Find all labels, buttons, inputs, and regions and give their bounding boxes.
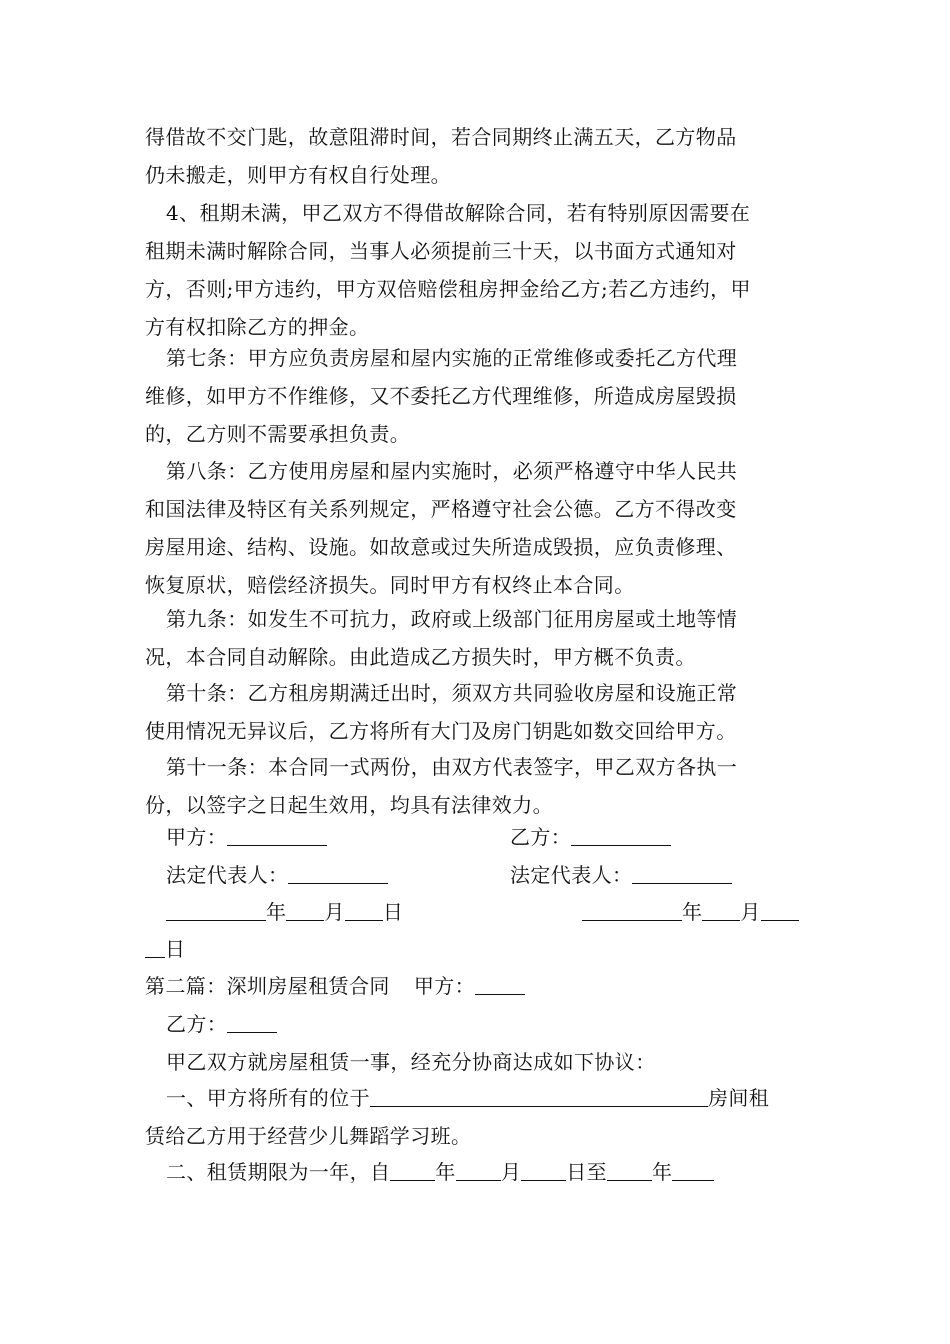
legal-rep-b xyxy=(510,860,810,890)
month-label: 月 xyxy=(324,900,345,924)
part2-intro: 甲乙双方就房屋租赁一事，经充分协商达成如下协议： xyxy=(166,1050,656,1074)
article-7: 第七条：甲方应负责房屋和屋内实施的正常维修或委托乙方代理 xyxy=(166,346,738,370)
month-blank[interactable] xyxy=(702,900,740,921)
month-label: 月 xyxy=(740,900,761,924)
end-year-blank[interactable] xyxy=(607,1160,652,1181)
year-label: 年 xyxy=(652,1160,673,1184)
part2-heading-line xyxy=(145,971,815,1001)
year-label: 年 xyxy=(682,900,703,924)
part2-item-2 xyxy=(166,1157,836,1187)
part2-item-1-cont: 赁给乙方用于经营少儿舞蹈学习班。 xyxy=(145,1124,472,1148)
year-blank[interactable] xyxy=(582,900,682,921)
text-line: 份，以签字之日起生效用，均具有法律效力。 xyxy=(145,793,553,817)
item1-end: 房间租 xyxy=(708,1086,770,1110)
legal-rep-a-blank[interactable] xyxy=(288,863,388,884)
text-line: 租期未满时解除合同，当事人必须提前三十天，以书面方式通知对 xyxy=(145,239,737,263)
legal-rep-a-label: 法定代表人： xyxy=(166,863,289,887)
text-line: 况，本合同自动解除。由此造成乙方损失时，甲方概不负责。 xyxy=(145,645,696,669)
item2-start: 二、租赁期限为一年，自 xyxy=(166,1160,391,1184)
legal-rep-b-label: 法定代表人： xyxy=(510,863,633,887)
text-line: 仍未搬走，则甲方有权自行处理。 xyxy=(145,163,451,187)
text-line: 恢复原状，赔偿经济损失。同时甲方有权终止本合同。 xyxy=(145,573,635,597)
text-line: 使用情况无异议后，乙方将所有大门及房门钥匙如数交回给甲方。 xyxy=(145,719,737,743)
day-blank[interactable] xyxy=(761,900,799,921)
day-label: 日 xyxy=(165,937,186,961)
start-month-blank[interactable] xyxy=(456,1160,501,1181)
month-label: 月 xyxy=(500,1160,522,1184)
article-11: 第十一条：本合同一式两份，由双方代表签字，甲乙双方各执一 xyxy=(166,755,738,779)
article-9: 第九条：如发生不可抗力，政府或上级部门征用房屋或土地等情 xyxy=(166,607,738,631)
day-blank[interactable] xyxy=(345,900,383,921)
date-b-wrap xyxy=(145,934,815,964)
article-8: 第八条：乙方使用房屋和屋内实施时，必须严格遵守中华人民共 xyxy=(166,459,738,483)
party-a-label: 甲方： xyxy=(166,825,228,849)
part2-party-b-blank[interactable] xyxy=(227,1012,277,1033)
party-a-blank[interactable] xyxy=(227,825,327,846)
party-b-signature xyxy=(510,822,810,852)
party-b-label: 乙方： xyxy=(510,825,572,849)
text-line: 方，否则;甲方违约，甲方双倍赔偿租房押金给乙方;若乙方违约，甲 xyxy=(145,277,751,301)
text-line: 得借故不交门匙，故意阻滞时间，若合同期终止满五天，乙方物品 xyxy=(145,125,737,149)
clause-4: 4、租期未满，甲乙双方不得借故解除合同，若有特别原因需要在 xyxy=(166,201,751,225)
legal-rep-b-blank[interactable] xyxy=(632,863,732,884)
item1-start: 一、甲方将所有的位于 xyxy=(166,1086,370,1110)
day-label: 日 xyxy=(382,900,404,924)
text-line: 房屋用途、结构、设施。如故意或过失所造成毁损，应负责修理、 xyxy=(145,535,737,559)
part2-party-a-blank[interactable] xyxy=(475,974,525,995)
text-line: 的，乙方则不需要承担负责。 xyxy=(145,422,411,446)
text-line: 方有权扣除乙方的押金。 xyxy=(145,315,370,339)
article-10: 第十条：乙方租房期满迁出时，须双方共同验收房屋和设施正常 xyxy=(166,681,738,705)
part2-heading: 第二篇：深圳房屋租赁合同 xyxy=(145,974,390,998)
part2-party-a-label: 甲方： xyxy=(413,974,476,998)
party-b-blank[interactable] xyxy=(571,825,671,846)
part2-item-1 xyxy=(166,1083,836,1113)
text-line: 维修，如甲方不作维修，又不委托乙方代理维修，所造成房屋毁损 xyxy=(145,384,737,408)
text-line: 和国法律及特区有关系列规定，严格遵守社会公德。乙方不得改变 xyxy=(145,497,737,521)
year-label: 年 xyxy=(266,900,287,924)
part2-party-b-label: 乙方： xyxy=(166,1012,228,1036)
start-year-blank[interactable] xyxy=(390,1160,435,1181)
part2-party-b-line xyxy=(166,1009,836,1039)
day-blank[interactable] xyxy=(145,937,165,958)
year-blank[interactable] xyxy=(166,900,266,921)
date-b xyxy=(582,897,814,927)
day-to-label: 日至 xyxy=(566,1160,608,1184)
year-label: 年 xyxy=(435,1160,456,1184)
end-month-blank[interactable] xyxy=(672,1160,714,1181)
month-blank[interactable] xyxy=(286,900,324,921)
location-blank[interactable] xyxy=(370,1086,708,1107)
start-day-blank[interactable] xyxy=(521,1160,566,1181)
